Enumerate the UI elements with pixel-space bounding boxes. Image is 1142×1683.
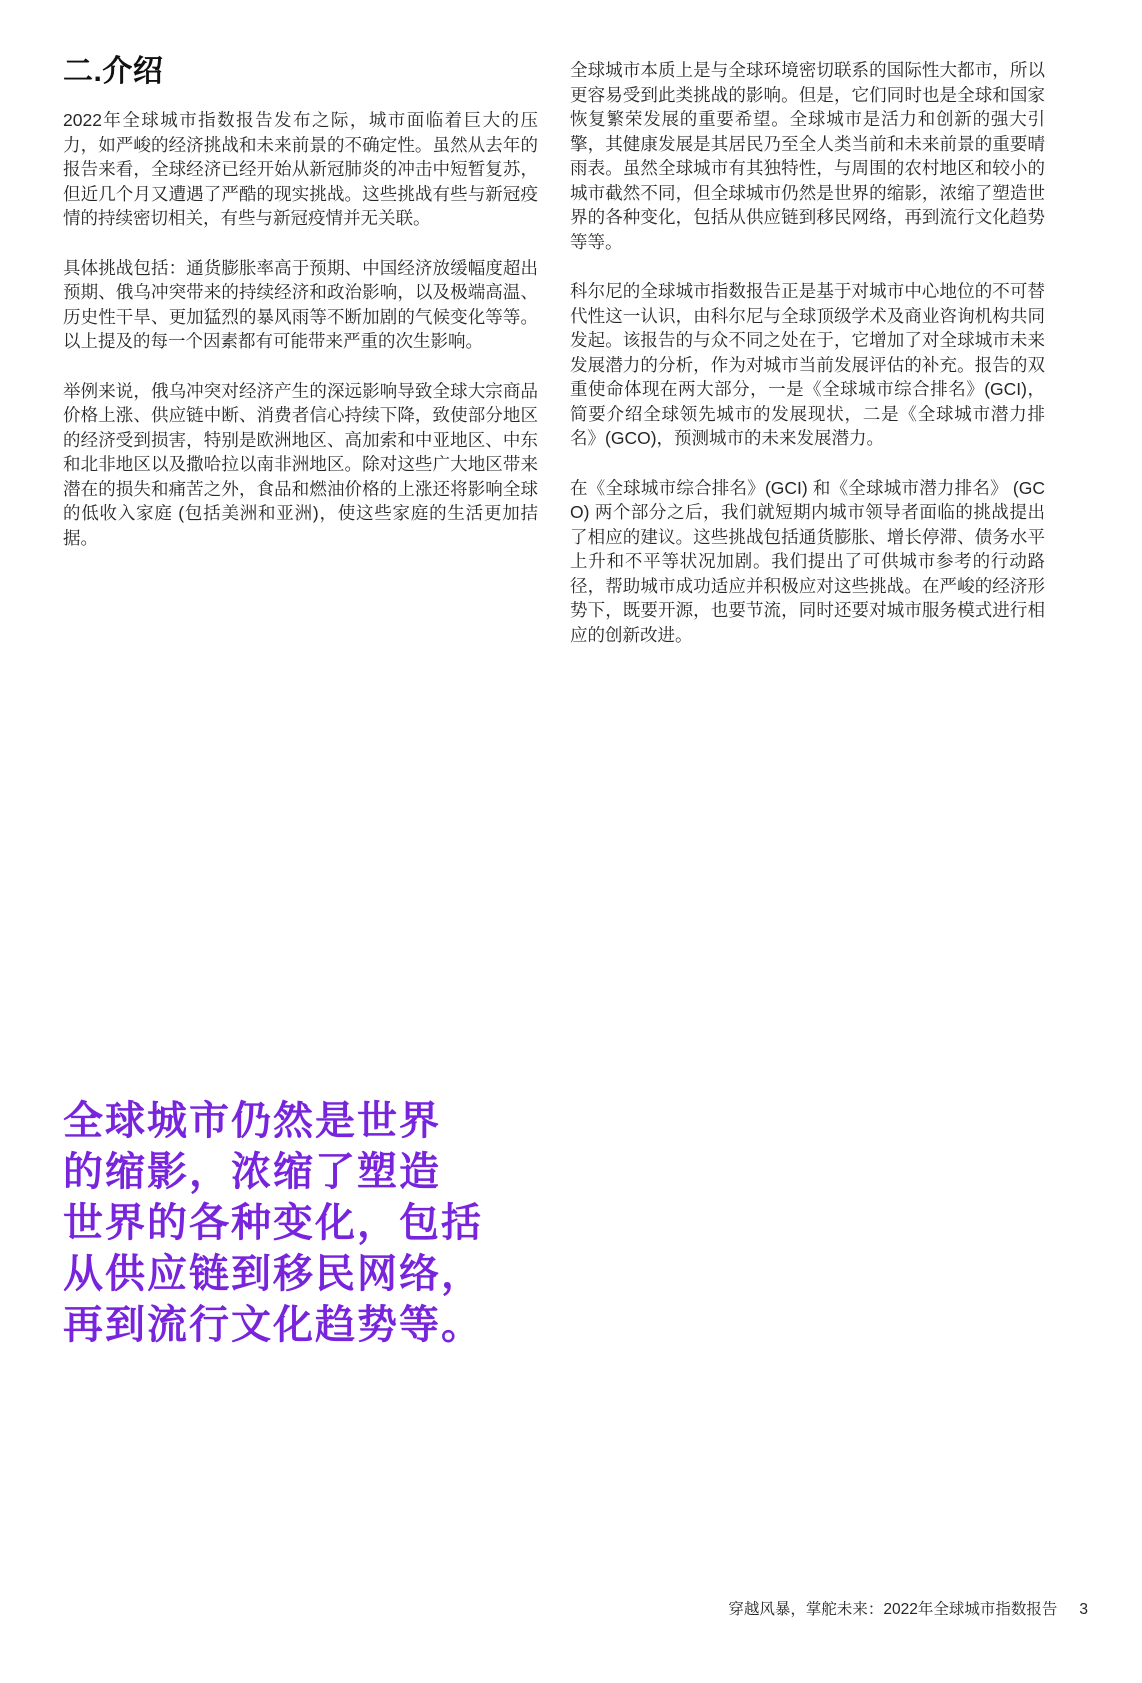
body-paragraph: 具体挑战包括：通货膨胀率高于预期、中国经济放缓幅度超出预期、俄乌冲突带来的持续经济和政治影响，以及极端高温、历史性干旱、更加猛烈的暴风雨等不断加剧的气候变化等等。以上提及的每一个因素都有可能带来严重的次生影响。 [63, 257, 538, 351]
page-number: 3 [1079, 1601, 1088, 1618]
footer-report-title: 穿越风暴，掌舵未来：2022年全球城市指数报告 [728, 1601, 1058, 1618]
body-paragraph: 举例来说，俄乌冲突对经济产生的深远影响导致全球大宗商品价格上涨、供应链中断、消费者信心持续下降，致使部分地区的经济受到损害，特别是欧洲地区、高加索和中亚地区、中东和北非地区以及撒哈拉以南非洲地区。除对这些广大地区带来潜在的损失和痛苦之外，食品和燃油价格的上涨还将影响全球的低收入家庭 (包括美洲和亚洲)，使这些家庭的生活更加拮据。 [63, 380, 538, 548]
body-paragraph: 科尔尼的全球城市指数报告正是基于对城市中心地位的不可替代性这一认识，由科尔尼与全球顶级学术及商业咨询机构共同发起。该报告的与众不同之处在于，它增加了对全球城市未来发展潜力的分析，作为对城市当前发展评估的补充。报告的双重使命体现在两大部分，一是《全球城市综合排名》(GCI)，简要介绍全球领先城市的发展现状，二是《全球城市潜力排名》(GCO)，预测城市的未来发展潜力。 [570, 281, 1045, 448]
left-column [63, 55, 538, 672]
two-column-layout [63, 55, 1046, 672]
pull-quote-line: 从供应链到移民网络， [63, 1252, 483, 1296]
body-paragraph: 全球城市本质上是与全球环境密切联系的国际性大都市，所以更容易受到此类挑战的影响。但是，它们同时也是全球和国家恢复繁荣发展的重要希望。全球城市是活力和创新的强大引擎，其健康发展是其居民乃至全人类当前和未来前景的重要晴雨表。虽然全球城市有其独特性，与周围的农村地区和较小的城市截然不同，但全球城市仍然是世界的缩影，浓缩了塑造世界的各种变化，包括从供应链到移民网络，再到流行文化趋势等等。 [570, 60, 1045, 252]
pull-quote-line: 全球城市仍然是世界 [63, 1099, 441, 1143]
pull-quote [63, 1096, 508, 1351]
section-heading: 二.介绍 [63, 55, 164, 88]
pull-quote-line: 再到流行文化趋势等。 [63, 1303, 483, 1347]
page-footer [728, 1600, 1088, 1620]
body-paragraph: 在《全球城市综合排名》(GCI) 和《全球城市潜力排名》 (GCO) 两个部分之后，我们就短期内城市领导者面临的挑战提出了相应的建议。这些挑战包括通货膨胀、增长停滞、债务水平上升和不平等状况加剧。我们提出了可供城市参考的行动路径，帮助城市成功适应并积极应对这些挑战。在严峻的经济形势下，既要开源，也要节流，同时还要对城市服务模式进行相应的创新改进。 [570, 477, 1045, 645]
pull-quote-line: 世界的各种变化，包括 [63, 1201, 483, 1245]
pull-quote-line: 的缩影，浓缩了塑造 [63, 1150, 441, 1194]
right-column [570, 55, 1045, 672]
body-paragraph: 2022年全球城市指数报告发布之际，城市面临着巨大的压力，如严峻的经济挑战和未来前景的不确定性。虽然从去年的报告来看，全球经济已经开始从新冠肺炎的冲击中短暂复苏，但近几个月又遭遇了严酷的现实挑战。这些挑战有些与新冠疫情的持续密切相关，有些与新冠疫情并无关联。 [63, 110, 538, 228]
